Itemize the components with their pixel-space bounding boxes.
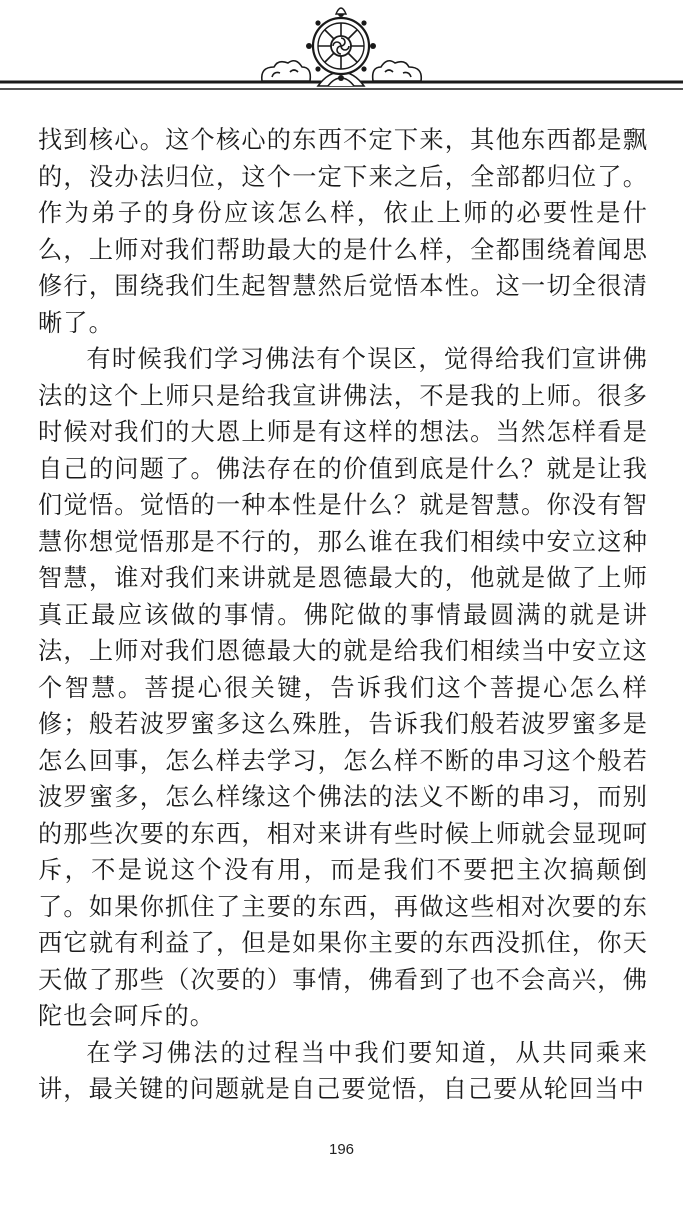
page-number: 196 <box>328 1141 355 1158</box>
paragraph-1: 找到核心。这个核心的东西不定下来，其他东西都是飘的，没办法归位，这个一定下来之后，全部都归位了。作为弟子的身份应该怎么样，依止上师的必要性是什么，上师对我们帮助最大的是什么样，全都围绕着闻思修行，围绕我们生起智慧然后觉悟本性。这一切全很清晰了。 <box>38 126 648 337</box>
dharma-wheel-icon <box>0 0 683 100</box>
page-body <box>38 122 648 1108</box>
paragraph-3: 在学习佛法的过程当中我们要知道，从共同乘来讲，最关键的问题就是自己要觉悟，自己要从轮回当中 <box>38 1038 648 1103</box>
paragraph-2: 有时候我们学习佛法有个误区，觉得给我们宣讲佛法的这个上师只是给我宣讲佛法，不是我的上师。很多时候对我们的大恩上师是有这样的想法。当然怎样看是自己的问题了。佛法存在的价值到底是什么？就是让我们觉悟。觉悟的一种本性是什么？就是智慧。你没有智慧你想觉悟那是不行的，那么谁在我们相续中安立这种智慧，谁对我们来讲就是恩德最大的，他就是做了上师真正最应该做的事情。佛陀做的事情最圆满的就是讲法，上师对我们恩德最大的就是给我们相续当中安立这个智慧。菩提心很关键，告诉我们这个菩提心怎么样修；般若波罗蜜多这么殊胜，告诉我们般若波罗蜜多是怎么回事，怎么样去学习，怎么样不断的串习这个般若波罗蜜多，怎么样缘这个佛法的法义不断的串习，而别的那些次要的东西，相对来讲有些时候上师就会显现呵斥，不是说这个没有用，而是我们不要把主次搞颠倒了。如果你抓住了主要的东西，再做这些相对次要的东西它就有利益了，但是如果你主要的东西没抓住，你天天做了那些（次要的）事情，佛看到了也不会高兴，佛陀也会呵斥的。 <box>38 345 648 1030</box>
page-header <box>0 0 683 100</box>
